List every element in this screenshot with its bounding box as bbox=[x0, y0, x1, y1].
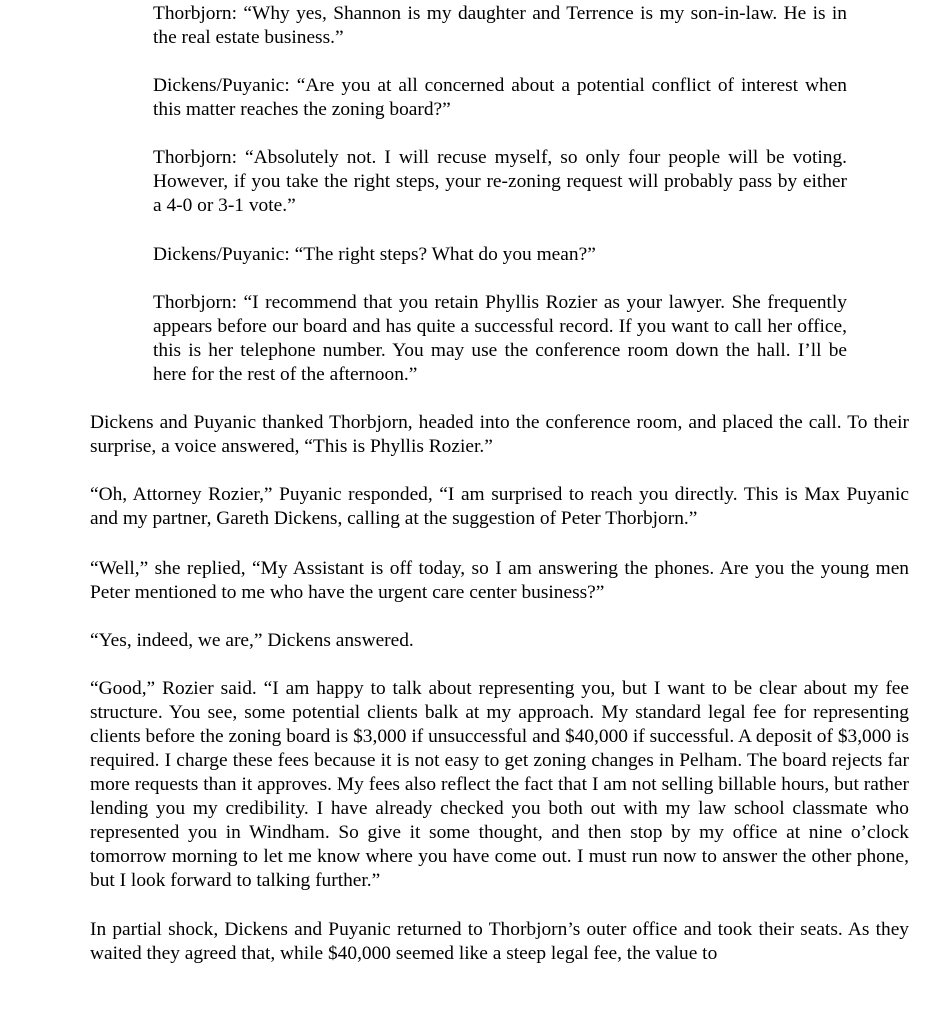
paragraph-placed-call: Dickens and Puyanic thanked Thorbjorn, headed into the conference room, and placed the call. To their surprise, a voice answered, “This is Phyllis Rozier.” bbox=[90, 412, 909, 457]
block-quote-recusal: Thorbjorn: “Absolutely not. I will recuse myself, so only four people will be voting. However, if you take the right steps, your re-zoning request will probably pass by either a 4-0 or 3-1 vote.” bbox=[153, 147, 847, 216]
paragraph-dickens-answer: “Yes, indeed, we are,” Dickens answered. bbox=[90, 630, 414, 651]
paragraph-assistant-off: “Well,” she replied, “My Assistant is off today, so I am answering the phones. Are you the young men Peter mentioned to me who have the urgent care center business?” bbox=[90, 558, 909, 603]
block-quote-recommend-lawyer: Thorbjorn: “I recommend that you retain Phyllis Rozier as your lawyer. She frequently appears before our board and has quite a successful record. If you want to call her office, this is her telephone number. You may use the conference room down the hall. I’ll be here for the rest of the afternoon.” bbox=[153, 292, 847, 385]
paragraph-partial-shock: In partial shock, Dickens and Puyanic returned to Thorbjorn’s outer office and took their seats. As they waited they agreed that, while $40,000 seemed like a steep legal fee, the value to bbox=[90, 919, 909, 964]
paragraph-fee-structure: “Good,” Rozier said. “I am happy to talk about representing you, but I want to be clear about my fee structure. You see, some potential clients balk at my approach. My standard legal fee for representing clients before the zoning board is $3,000 if unsuccessful and $40,000 if successful. A deposit of $3,000 is required. I charge these fees because it is not easy to get zoning changes in Pelham. The board rejects far more requests than it approves. My fees also reflect the fact that I am not selling billable hours, but rather lending you my credibility. I have already checked you both out with my law school classmate who represented you in Windham. So give it some thought, and then stop by my office at nine o’clock tomorrow morning to let me know where you have come out. I must run now to answer the other phone, but I look forward to talking further.” bbox=[90, 678, 909, 891]
block-quote-conflict-question: Dickens/Puyanic: “Are you at all concerned about a potential conflict of interest when this matter reaches the zoning board?” bbox=[153, 75, 847, 120]
block-quote-right-steps: Dickens/Puyanic: “The right steps? What do you mean?” bbox=[153, 244, 596, 265]
paragraph-puyanic-response: “Oh, Attorney Rozier,” Puyanic responded, “I am surprised to reach you directly. This is Max Puyanic and my partner, Gareth Dickens, calling at the suggestion of Peter Thorbjorn.” bbox=[90, 484, 909, 529]
block-quote-thorbjorn-daughter: Thorbjorn: “Why yes, Shannon is my daughter and Terrence is my son-in-law. He is in the real estate business.” bbox=[153, 3, 847, 48]
